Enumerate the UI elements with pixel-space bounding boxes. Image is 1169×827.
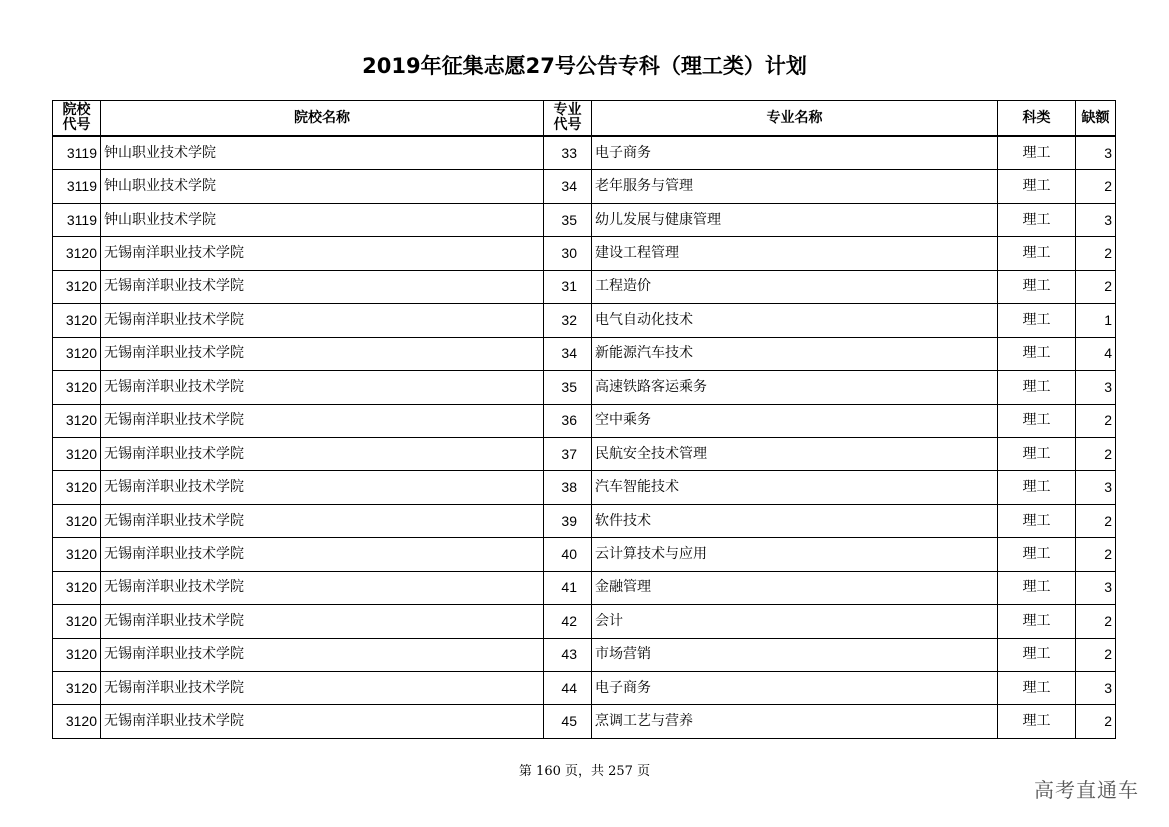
enrollment-plan-table [52,100,1116,739]
table-header-row [53,101,1116,137]
cell-quota: 2 [1076,170,1116,203]
cell-major-code: 33 [544,136,592,170]
cell-category: 理工 [998,170,1076,203]
cell-school-code: 3120 [53,672,101,705]
cell-school-name: 无锡南洋职业技术学院 [101,270,544,303]
table-row [53,638,1116,671]
table-row [53,437,1116,470]
cell-category: 理工 [998,371,1076,404]
cell-quota: 1 [1076,304,1116,337]
cell-category: 理工 [998,437,1076,470]
header-category: 科类 [998,101,1076,137]
cell-major-name: 会计 [592,605,998,638]
cell-category: 理工 [998,471,1076,504]
cell-major-code: 42 [544,605,592,638]
cell-major-name: 工程造价 [592,270,998,303]
table-row [53,337,1116,370]
cell-quota: 2 [1076,237,1116,270]
cell-category: 理工 [998,672,1076,705]
cell-school-code: 3120 [53,270,101,303]
cell-major-name: 电子商务 [592,672,998,705]
cell-major-code: 43 [544,638,592,671]
cell-school-name: 无锡南洋职业技术学院 [101,337,544,370]
cell-quota: 4 [1076,337,1116,370]
cell-school-code: 3120 [53,605,101,638]
cell-school-name: 无锡南洋职业技术学院 [101,437,544,470]
cell-quota: 2 [1076,270,1116,303]
cell-category: 理工 [998,136,1076,170]
cell-category: 理工 [998,538,1076,571]
cell-major-name: 电子商务 [592,136,998,170]
cell-school-code: 3120 [53,237,101,270]
cell-category: 理工 [998,504,1076,537]
cell-major-name: 电气自动化技术 [592,304,998,337]
table-row [53,571,1116,604]
cell-quota: 3 [1076,203,1116,236]
cell-category: 理工 [998,571,1076,604]
cell-school-name: 无锡南洋职业技术学院 [101,504,544,537]
table-row [53,203,1116,236]
cell-school-code: 3120 [53,337,101,370]
cell-major-name: 空中乘务 [592,404,998,437]
cell-category: 理工 [998,638,1076,671]
cell-quota: 2 [1076,638,1116,671]
cell-major-code: 36 [544,404,592,437]
cell-major-name: 民航安全技术管理 [592,437,998,470]
cell-major-name: 幼儿发展与健康管理 [592,203,998,236]
cell-school-name: 钟山职业技术学院 [101,170,544,203]
cell-school-code: 3119 [53,203,101,236]
cell-quota: 3 [1076,571,1116,604]
cell-school-code: 3120 [53,471,101,504]
cell-quota: 3 [1076,471,1116,504]
cell-major-code: 32 [544,304,592,337]
cell-school-code: 3120 [53,504,101,537]
header-school-code: 院校代号 [53,101,101,137]
cell-school-code: 3120 [53,705,101,739]
cell-category: 理工 [998,270,1076,303]
table-row [53,237,1116,270]
cell-major-name: 老年服务与管理 [592,170,998,203]
cell-major-code: 44 [544,672,592,705]
cell-school-name: 无锡南洋职业技术学院 [101,571,544,604]
cell-major-code: 40 [544,538,592,571]
cell-major-code: 34 [544,170,592,203]
table-row [53,404,1116,437]
cell-major-code: 35 [544,371,592,404]
cell-school-code: 3120 [53,538,101,571]
cell-school-code: 3120 [53,304,101,337]
cell-category: 理工 [998,337,1076,370]
document-title: 2019年征集志愿27号公告专科（理工类）计划 [362,54,807,78]
header-school-name: 院校名称 [101,101,544,137]
cell-school-name: 无锡南洋职业技术学院 [101,638,544,671]
cell-category: 理工 [998,237,1076,270]
cell-major-code: 39 [544,504,592,537]
cell-quota: 3 [1076,136,1116,170]
table-row [53,538,1116,571]
cell-school-name: 无锡南洋职业技术学院 [101,304,544,337]
cell-quota: 3 [1076,371,1116,404]
cell-quota: 2 [1076,605,1116,638]
cell-major-name: 软件技术 [592,504,998,537]
cell-school-name: 无锡南洋职业技术学院 [101,471,544,504]
table-row [53,605,1116,638]
cell-school-name: 无锡南洋职业技术学院 [101,538,544,571]
cell-major-code: 38 [544,471,592,504]
cell-quota: 2 [1076,705,1116,739]
cell-major-name: 市场营销 [592,638,998,671]
table-row [53,504,1116,537]
cell-school-name: 钟山职业技术学院 [101,136,544,170]
cell-category: 理工 [998,203,1076,236]
cell-school-name: 无锡南洋职业技术学院 [101,672,544,705]
cell-major-name: 高速铁路客运乘务 [592,371,998,404]
cell-category: 理工 [998,404,1076,437]
cell-major-code: 37 [544,437,592,470]
cell-major-code: 30 [544,237,592,270]
cell-category: 理工 [998,605,1076,638]
cell-school-name: 无锡南洋职业技术学院 [101,237,544,270]
watermark-text: 高考直通车 [1034,778,1139,802]
cell-quota: 2 [1076,504,1116,537]
cell-school-code: 3120 [53,371,101,404]
cell-school-code: 3120 [53,571,101,604]
cell-quota: 2 [1076,437,1116,470]
cell-school-name: 无锡南洋职业技术学院 [101,705,544,739]
header-major-name: 专业名称 [592,101,998,137]
cell-school-name: 无锡南洋职业技术学院 [101,404,544,437]
cell-quota: 2 [1076,404,1116,437]
table-row [53,270,1116,303]
cell-school-name: 钟山职业技术学院 [101,203,544,236]
table-row [53,471,1116,504]
cell-school-code: 3120 [53,638,101,671]
table-row [53,170,1116,203]
cell-major-name: 汽车智能技术 [592,471,998,504]
table-row [53,136,1116,170]
cell-major-name: 烹调工艺与营养 [592,705,998,739]
cell-major-name: 云计算技术与应用 [592,538,998,571]
page-footer: 第 160 页，共 257 页 [518,764,651,779]
cell-school-name: 无锡南洋职业技术学院 [101,605,544,638]
header-quota: 缺额 [1076,101,1116,137]
table-row [53,705,1116,739]
cell-major-code: 34 [544,337,592,370]
cell-major-code: 41 [544,571,592,604]
table-row [53,672,1116,705]
cell-major-code: 35 [544,203,592,236]
cell-school-code: 3119 [53,136,101,170]
cell-school-code: 3120 [53,437,101,470]
cell-major-name: 建设工程管理 [592,237,998,270]
cell-quota: 3 [1076,672,1116,705]
cell-major-code: 45 [544,705,592,739]
cell-school-code: 3119 [53,170,101,203]
cell-school-code: 3120 [53,404,101,437]
table-row [53,304,1116,337]
cell-category: 理工 [998,705,1076,739]
cell-quota: 2 [1076,538,1116,571]
table-row [53,371,1116,404]
cell-category: 理工 [998,304,1076,337]
cell-school-name: 无锡南洋职业技术学院 [101,371,544,404]
cell-major-name: 金融管理 [592,571,998,604]
header-major-code: 专业代号 [544,101,592,137]
cell-major-code: 31 [544,270,592,303]
cell-major-name: 新能源汽车技术 [592,337,998,370]
